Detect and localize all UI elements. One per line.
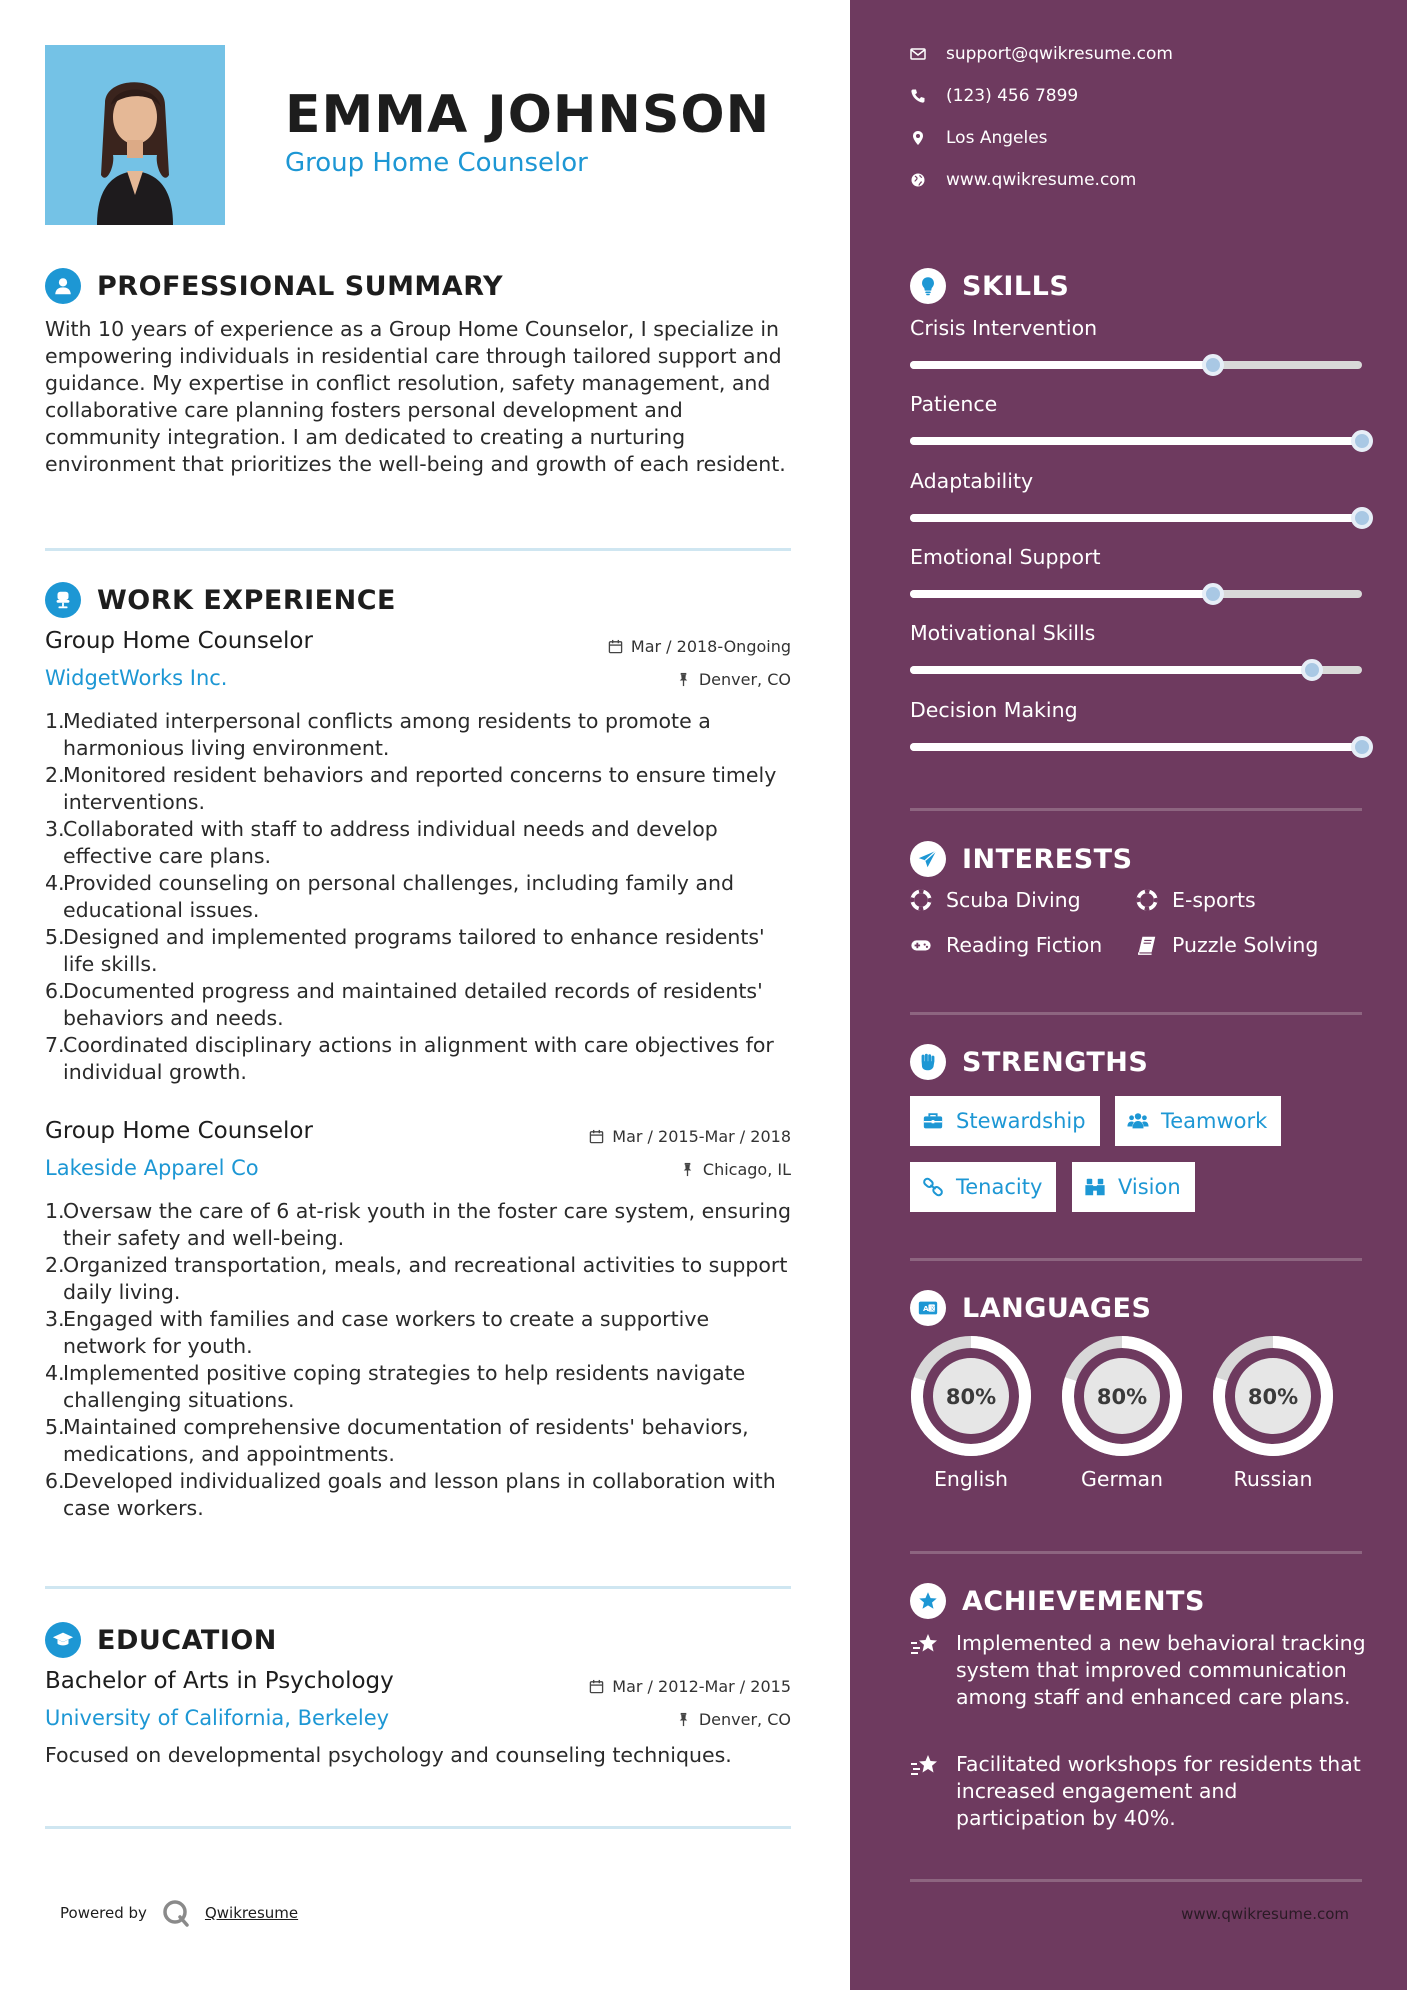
achievements-title: ACHIEVEMENTS bbox=[962, 1585, 1205, 1617]
skill-slider bbox=[910, 590, 1362, 598]
powered-by-label: Powered by bbox=[60, 1904, 147, 1922]
language-ring bbox=[1212, 1335, 1334, 1457]
section-divider bbox=[910, 1879, 1362, 1882]
list-item: 5. Maintained comprehensive documentation of residents' behaviors, medications, and appointments. bbox=[45, 1415, 749, 1466]
summary-title: PROFESSIONAL SUMMARY bbox=[97, 270, 504, 302]
language-percent: 80% bbox=[1247, 1385, 1299, 1409]
qwikresume-logo-icon bbox=[161, 1898, 191, 1928]
chair-icon bbox=[45, 582, 81, 618]
link-icon bbox=[922, 1176, 944, 1198]
lifebuoy-icon bbox=[910, 889, 932, 911]
interest-label: Reading Fiction bbox=[946, 933, 1103, 957]
section-divider bbox=[910, 1258, 1362, 1261]
strength-badge bbox=[1115, 1096, 1281, 1146]
profile-photo bbox=[45, 45, 225, 225]
gamepad-icon bbox=[910, 934, 932, 956]
globe-icon bbox=[910, 172, 926, 188]
list-item: 6. Developed individualized goals and lesson plans in collaboration with case workers. bbox=[45, 1469, 776, 1520]
achievement-item bbox=[910, 1630, 1370, 1711]
skill-slider-fill bbox=[910, 437, 1362, 445]
envelope-icon bbox=[910, 46, 926, 62]
footer-website[interactable]: www.qwikresume.com bbox=[1181, 1905, 1349, 1923]
strength-badge bbox=[910, 1162, 1056, 1212]
list-item: 1. Oversaw the care of 6 at-risk youth in the foster care system, ensuring their safety and well-being. bbox=[45, 1199, 792, 1250]
education-description: Focused on developmental psychology and counseling techniques. bbox=[45, 1743, 732, 1767]
skill-slider-knob bbox=[1202, 354, 1224, 376]
skills-title: SKILLS bbox=[962, 270, 1070, 302]
binoculars-icon bbox=[1084, 1176, 1106, 1198]
languages-heading bbox=[910, 1290, 1151, 1326]
education-date-text: Mar / 2012-Mar / 2015 bbox=[612, 1677, 791, 1696]
skill-label: Crisis Intervention bbox=[910, 316, 1098, 340]
skill-slider bbox=[910, 361, 1362, 369]
skill-label: Patience bbox=[910, 392, 998, 416]
candidate-name: EMMA JOHNSON bbox=[285, 85, 771, 145]
skill-slider bbox=[910, 437, 1362, 445]
sidebar bbox=[850, 0, 1407, 1990]
interests-heading bbox=[910, 841, 1133, 877]
skill-slider bbox=[910, 666, 1362, 674]
svg-text:A: A bbox=[922, 1304, 929, 1314]
language-ring bbox=[910, 1335, 1032, 1457]
skill-slider-knob bbox=[1301, 659, 1323, 681]
job-duties-list bbox=[45, 708, 797, 1086]
work-heading bbox=[45, 582, 396, 618]
users-icon bbox=[1127, 1110, 1149, 1132]
graduation-cap-icon bbox=[45, 1622, 81, 1658]
interest-label: Scuba Diving bbox=[946, 888, 1081, 912]
shooting-star-icon bbox=[910, 1753, 940, 1779]
job-date-text: Mar / 2018-Ongoing bbox=[630, 637, 791, 656]
paper-plane-icon bbox=[910, 841, 946, 877]
job-title: Group Home Counselor bbox=[45, 628, 313, 654]
job-title: Group Home Counselor bbox=[45, 1118, 313, 1144]
fist-icon bbox=[910, 1044, 946, 1080]
phone-text: (123) 456 7899 bbox=[946, 86, 1079, 106]
list-item: 7. Coordinated disciplinary actions in alignment with care objectives for individual growth. bbox=[45, 1033, 774, 1084]
strength-badge bbox=[910, 1096, 1100, 1146]
contact-email bbox=[910, 44, 1173, 64]
list-item: 1. Mediated interpersonal conflicts among residents to promote a harmonious living environment. bbox=[45, 709, 711, 760]
summary-heading bbox=[45, 268, 503, 304]
skill-slider-fill bbox=[910, 590, 1213, 598]
interest-item bbox=[1136, 933, 1318, 957]
list-item: 2. Organized transportation, meals, and recreational activities to support daily living. bbox=[45, 1253, 788, 1304]
education-title: EDUCATION bbox=[97, 1624, 277, 1656]
user-icon bbox=[45, 268, 81, 304]
language-item bbox=[1061, 1335, 1183, 1491]
list-item: 3. Collaborated with staff to address individual needs and develop effective care plans. bbox=[45, 817, 718, 868]
degree-title: Bachelor of Arts in Psychology bbox=[45, 1668, 394, 1694]
list-item: 3. Engaged with families and case workers to create a supportive network for youth. bbox=[45, 1307, 710, 1358]
section-divider bbox=[910, 808, 1362, 811]
list-item: 5. Designed and implemented programs tailored to enhance residents' life skills. bbox=[45, 925, 765, 976]
interest-item bbox=[910, 933, 1102, 957]
job-company: Lakeside Apparel Co bbox=[45, 1156, 259, 1180]
list-item: 4. Provided counseling on personal challenges, including family and educational issues. bbox=[45, 871, 734, 922]
interests-title: INTERESTS bbox=[962, 843, 1133, 875]
contact-location bbox=[910, 128, 1048, 148]
skill-slider-fill bbox=[910, 666, 1312, 674]
interest-label: Puzzle Solving bbox=[1172, 933, 1319, 957]
job-company: WidgetWorks Inc. bbox=[45, 666, 228, 690]
job-location-text: Denver, CO bbox=[698, 670, 791, 689]
language-percent: 80% bbox=[1096, 1385, 1148, 1409]
strength-label: Teamwork bbox=[1161, 1109, 1268, 1133]
website-text[interactable]: www.qwikresume.com bbox=[946, 170, 1137, 190]
shooting-star-icon bbox=[910, 1632, 940, 1658]
skill-slider-knob bbox=[1351, 430, 1373, 452]
strength-badge bbox=[1072, 1162, 1195, 1212]
map-marker-icon bbox=[910, 130, 926, 146]
list-item: 2. Monitored resident behaviors and reported concerns to ensure timely interventions. bbox=[45, 763, 777, 814]
summary-text: With 10 years of experience as a Group Home Counselor, I specialize in empowering individuals in residential care through tailored support and guidance. My expertise in conflict resolution, safety management, and collaborative care planning fosters personal development and community integration. I am dedicated to creating a nurturing environment that prioritizes the well-being and growth of each resident. bbox=[45, 317, 786, 476]
pin-icon bbox=[676, 672, 691, 687]
calendar-icon bbox=[608, 639, 623, 654]
achievements-heading bbox=[910, 1583, 1205, 1619]
star-icon bbox=[910, 1583, 946, 1619]
education-location-text: Denver, CO bbox=[698, 1710, 791, 1729]
interest-label: E-sports bbox=[1172, 888, 1256, 912]
location-text: Los Angeles bbox=[946, 128, 1048, 148]
language-percent: 80% bbox=[945, 1385, 997, 1409]
education-date bbox=[589, 1677, 791, 1696]
language-ring bbox=[1061, 1335, 1183, 1457]
job-location-text: Chicago, IL bbox=[702, 1160, 791, 1179]
skill-slider-fill bbox=[910, 361, 1213, 369]
skill-label: Motivational Skills bbox=[910, 621, 1096, 645]
qwikresume-link[interactable]: Qwikresume bbox=[204, 1904, 299, 1922]
languages-title: LANGUAGES bbox=[962, 1292, 1152, 1324]
skills-heading bbox=[910, 268, 1069, 304]
contact-website bbox=[910, 170, 1136, 190]
briefcase-icon bbox=[922, 1110, 944, 1132]
pin-icon bbox=[676, 1712, 691, 1727]
school-name: University of California, Berkeley bbox=[45, 1706, 390, 1730]
skill-slider-fill bbox=[910, 743, 1362, 751]
strength-label: Stewardship bbox=[956, 1109, 1086, 1133]
skill-slider bbox=[910, 743, 1362, 751]
section-divider bbox=[910, 1551, 1362, 1554]
language-label: German bbox=[1080, 1467, 1164, 1491]
email-text[interactable]: support@qwikresume.com bbox=[946, 44, 1173, 64]
strength-label: Vision bbox=[1118, 1175, 1181, 1199]
translate-icon bbox=[910, 1290, 946, 1326]
skill-slider bbox=[910, 514, 1362, 522]
job-date bbox=[589, 1127, 791, 1146]
education-location bbox=[676, 1710, 791, 1729]
achievement-text: Implemented a new behavioral tracking system that improved communication among staff and enhanced care plans. bbox=[956, 1631, 1366, 1709]
interest-item bbox=[910, 888, 1081, 912]
strengths-title: STRENGTHS bbox=[962, 1046, 1149, 1078]
skill-label: Emotional Support bbox=[910, 545, 1101, 569]
education-heading bbox=[45, 1622, 277, 1658]
language-item bbox=[1212, 1335, 1334, 1491]
list-item: 4. Implemented positive coping strategies to help residents navigate challenging situations. bbox=[45, 1361, 746, 1412]
powered-by bbox=[60, 1898, 298, 1928]
language-label: English bbox=[933, 1467, 1009, 1491]
candidate-role: Group Home Counselor bbox=[285, 148, 588, 178]
achievement-item bbox=[910, 1751, 1370, 1832]
strength-label: Tenacity bbox=[956, 1175, 1043, 1199]
interest-item bbox=[1136, 888, 1256, 912]
section-divider bbox=[45, 548, 791, 551]
contact-phone bbox=[910, 86, 1078, 106]
section-divider bbox=[45, 1586, 791, 1589]
language-item bbox=[910, 1335, 1032, 1491]
skill-slider-knob bbox=[1351, 736, 1373, 758]
skill-slider-knob bbox=[1351, 507, 1373, 529]
job-date-text: Mar / 2015-Mar / 2018 bbox=[612, 1127, 791, 1146]
job-location bbox=[680, 1160, 791, 1179]
work-title: WORK EXPERIENCE bbox=[97, 584, 396, 616]
calendar-icon bbox=[589, 1679, 604, 1694]
job-duties-list bbox=[45, 1198, 797, 1522]
person-photo-icon bbox=[45, 45, 225, 225]
phone-icon bbox=[910, 88, 926, 104]
section-divider bbox=[45, 1826, 791, 1829]
lightbulb-icon bbox=[910, 268, 946, 304]
svg-text:文: 文 bbox=[929, 1306, 935, 1313]
skill-slider-fill bbox=[910, 514, 1362, 522]
pin-icon bbox=[680, 1162, 695, 1177]
list-item: 6. Documented progress and maintained detailed records of residents' behaviors and needs. bbox=[45, 979, 763, 1030]
job-location bbox=[676, 670, 791, 689]
calendar-icon bbox=[589, 1129, 604, 1144]
skill-label: Adaptability bbox=[910, 469, 1034, 493]
skill-slider-knob bbox=[1202, 583, 1224, 605]
strengths-heading bbox=[910, 1044, 1148, 1080]
achievement-text: Facilitated workshops for residents that increased engagement and participation by 40%. bbox=[956, 1752, 1361, 1830]
section-divider bbox=[910, 1012, 1362, 1015]
book-icon bbox=[1136, 934, 1158, 956]
job-date bbox=[608, 637, 791, 656]
lifebuoy-icon bbox=[1136, 889, 1158, 911]
skill-label: Decision Making bbox=[910, 698, 1078, 722]
language-label: Russian bbox=[1233, 1467, 1313, 1491]
